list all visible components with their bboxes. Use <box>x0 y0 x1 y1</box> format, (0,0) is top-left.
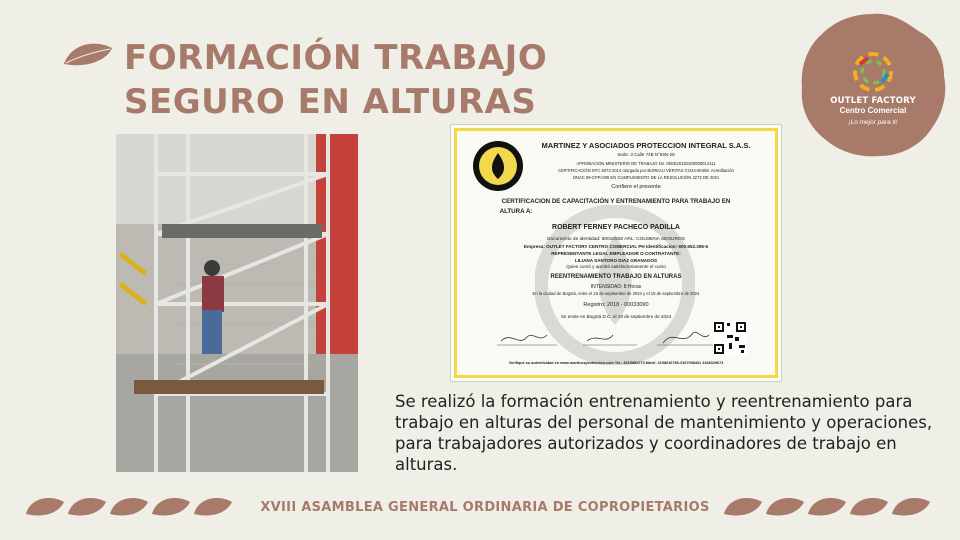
cert-person: ROBERT FERNEY PACHECO PADILLA <box>552 224 680 231</box>
cert-heading-2: ALTURA A: <box>499 208 533 215</box>
footer-leaves-right <box>722 494 938 518</box>
leaf-icon <box>152 498 190 516</box>
cert-dates: En la ciudad de Bogotá, entre el 18 de septiembre de 2024 y el 19 de septiembre de 2024 <box>532 291 700 296</box>
cert-heading-1: CERTIFICACION DE CAPACITACIÓN Y ENTRENAMIENTO PARA TRABAJO EN <box>501 198 731 205</box>
title-line-2: SEGURO EN ALTURAS <box>124 82 537 122</box>
cert-verify: Verifique su autenticidad en www.martinezproteccion.com Tel.: 6015882273 Móvil: 3198016785-3167058401 3168329673 <box>508 361 724 365</box>
cert-ntc: CERTIFICACIÓN NTC 6072:2014 otorgada por BUREAU VERITAS CO24-60459. Acreditación <box>558 168 734 173</box>
title-line-1: FORMACIÓN TRABAJO <box>124 38 548 78</box>
scaffolding-photo <box>116 134 358 472</box>
cert-address: Sede: 3 Calle 74B N°69N-28 <box>617 152 675 157</box>
certificate-border <box>454 128 778 378</box>
cert-rep-name: LILIANA SANTORO DIAZ GRANADOS <box>574 258 658 263</box>
leaf-icon <box>194 498 232 516</box>
leaf-icon <box>26 498 64 516</box>
page-title <box>124 36 547 124</box>
cert-employer: Empresa: OUTLET FACTORY CENTRO COMERCIAL PH Identificacion: 900.652.395-6 <box>523 244 709 249</box>
leaf-icon <box>110 498 148 516</box>
qr-code-icon <box>713 321 747 355</box>
leaf-icon <box>68 498 106 516</box>
cert-confers: Confiere el presente <box>611 184 661 190</box>
cert-signatures <box>497 327 737 353</box>
leaf-icon <box>892 498 930 516</box>
leaf-icon <box>724 498 762 516</box>
outlet-factory-logo <box>798 10 948 160</box>
leaf-icon <box>766 498 804 516</box>
footer-leaves-left <box>24 494 240 518</box>
cert-document: Documento de identidad: 80010936 ARL: COLMENA SEGUROS <box>547 237 685 242</box>
certificate-image <box>450 124 782 382</box>
cert-onac: ONAC 09-CPR-009 EN CUMPLIMIENTO DE LA RESOLUCIÓN 4272 DE 2021 <box>572 175 720 180</box>
leaf-icon <box>808 498 846 516</box>
description-paragraph: Se realizó la formación entrenamiento y reentrenamiento para trabajo en alturas del personal de mantenimiento y operaciones, para trabajadores autorizados y coordinadores de trabajo en alturas. <box>395 392 933 474</box>
cert-intensity: INTENSIDAD: 8 Horas <box>590 284 642 290</box>
logo-name: OUTLET FACTORY <box>830 96 916 106</box>
leaf-icon <box>850 498 888 516</box>
footer-title: XVIII ASAMBLEA GENERAL ORDINARIA DE COPROPIETARIOS <box>260 500 710 515</box>
cert-registry: Registro: 2018 - 00033090 <box>583 302 649 308</box>
logo-tagline: ¡Lo mejor para ti! <box>848 119 898 126</box>
cert-approval: APROBACION MINISTERIO DE TRABAJO No. 08SE20182200000014111 <box>576 161 716 166</box>
cert-representative: REPRESENTANTE LEGAL EMPLEADOR O CONTRATANTE: <box>551 251 681 256</box>
logo-subtitle: Centro Comercial <box>839 106 907 115</box>
leaf-icon <box>62 38 114 70</box>
cert-course: REENTRENAMIENTO TRABAJO EN ALTURAS <box>550 274 682 280</box>
cert-issued: Se emite en Bogotá D.C. el 19 de septiembre de 2024 <box>560 314 672 319</box>
cert-passed: Quien cursó y aprobó satisfactoriamente el curso <box>566 264 666 269</box>
logo-text <box>820 96 926 126</box>
cert-company: MARTINEZ Y ASOCIADOS PROTECCION INTEGRAL S.A.S. <box>541 141 751 150</box>
